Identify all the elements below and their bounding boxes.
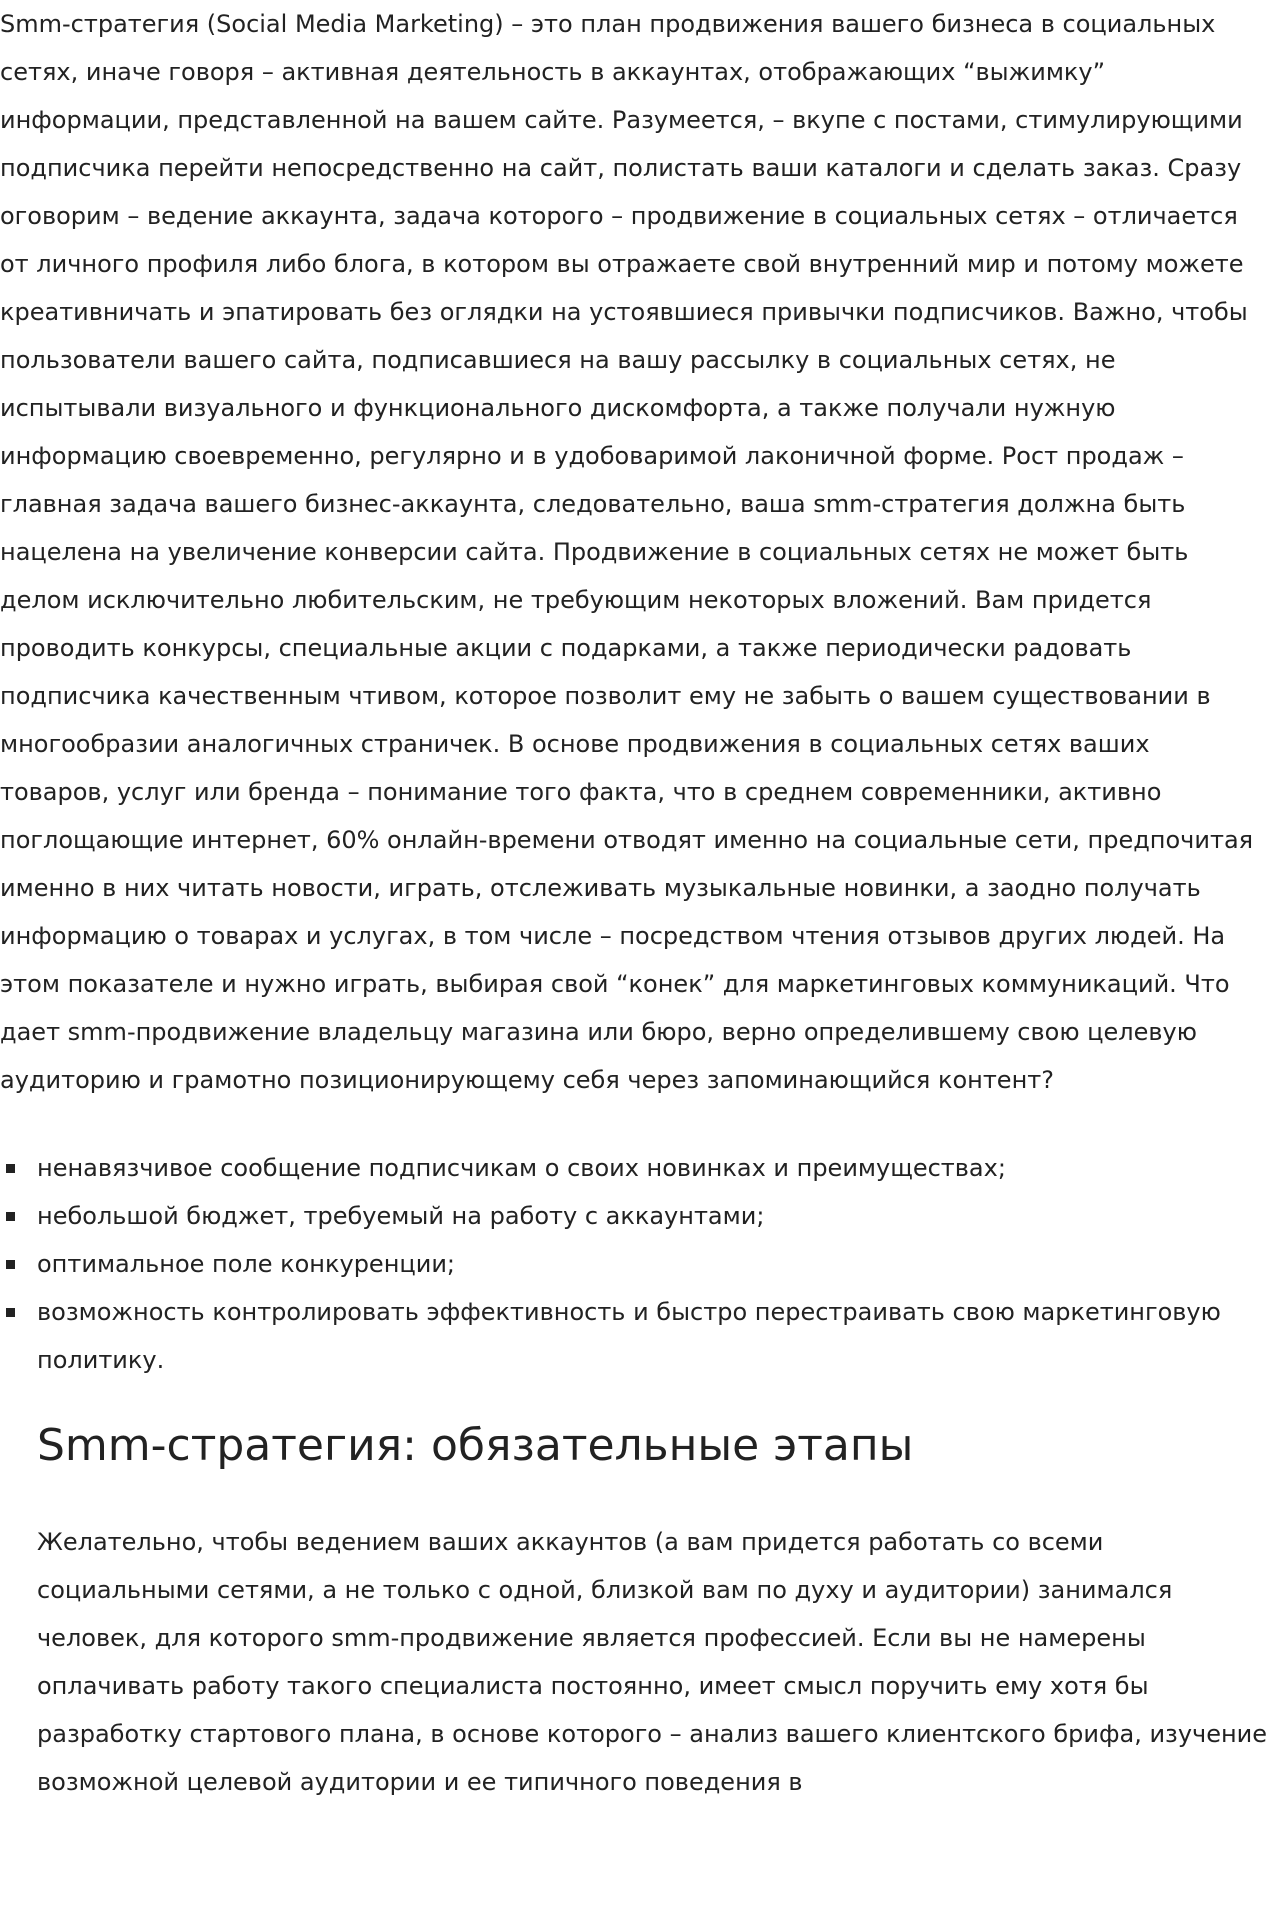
square-bullet-icon [6, 1308, 15, 1317]
list-item-text: оптимальное поле конкуренции; [37, 1250, 456, 1278]
list-item [37, 1288, 1233, 1384]
square-bullet-icon [6, 1212, 15, 1221]
features-list [0, 1144, 1233, 1384]
list-item [37, 1192, 1233, 1240]
list-item [37, 1144, 1233, 1192]
square-bullet-icon [6, 1260, 15, 1269]
list-item-text: ненавязчивое сообщение подписчикам о своих новинках и преимуществах; [37, 1154, 1006, 1182]
list-item [37, 1240, 1233, 1288]
section-heading: Smm-стратегия: обязательные этапы [37, 1420, 914, 1471]
intro-paragraph: Smm-стратегия (Social Media Marketing) – это план продвижения вашего бизнеса в социальных сетях, иначе говоря – активная деятельность в аккаунтах, отображающих “выжимку” информации, представленной на вашем сайте. Разумеется, – вкупе с постами, стимулирующими подписчика перейти непосредственно на сайт, полистать ваши каталоги и сделать заказ. Сразу оговорим – ведение аккаунта, задача которого – продвижение в социальных сетях – отличается от личного профиля либо блога, в котором вы отражаете свой внутренний мир и потому можете креативничать и эпатировать без оглядки на устоявшиеся привычки подписчиков. Важно, чтобы пользователи вашего сайта, подписавшиеся на вашу рассылку в социальных сетях, не испытывали визуального и функционального дискомфорта, а также получали нужную информацию своевременно, регулярно и в удобоваримой лаконичной форме. Рост продаж – главная задача вашего бизнес-аккаунта, следовательно, ваша smm-стратегия должна быть нацелена на увеличение конверсии сайта. Продвижение в социальных сетях не может быть делом исключительно любительским, не требующим некоторых вложений. Вам придется проводить конкурсы, специальные акции с подарками, а также периодически радовать подписчика качественным чтивом, которое позволит ему не забыть о вашем существовании в многообразии аналогичных страничек. В основе продвижения в социальных сетях ваших товаров, услуг или бренда – понимание того факта, что в среднем современники, активно поглощающие интернет, 60% онлайн-времени отводят именно на социальные сети, предпочитая именно в них читать новости, играть, отслеживать музыкальные новинки, а заодно получать информацию о товарах и услугах, в том числе – посредством чтения отзывов других людей. На этом показателе и нужно играть, выбирая свой “конек” для маркетинговых коммуникаций. Что дает smm-продвижение владельцу магазина или бюро, верно определившему свою целевую аудиторию и грамотно позиционирующему себя через запоминающийся контент? [0, 10, 1254, 1094]
section-paragraph: Желательно, чтобы ведением ваших аккаунтов (а вам придется работать со всеми социальными сетями, а не только с одной, близкой вам по духу и аудитории) занимался человек, для которого smm-продвижение является профессией. Если вы не намерены оплачивать работу такого специалиста постоянно, имеет смысл поручить ему хотя бы разработку стартового плана, в основе которого – анализ вашего клиентского брифа, изучение возможной целевой аудитории и ее типичного поведения в [37, 1528, 1268, 1796]
list-item-text: небольшой бюджет, требуемый на работу с аккаунтами; [37, 1202, 765, 1230]
square-bullet-icon [6, 1164, 15, 1173]
list-item-text: возможность контролировать эффективность и быстро перестраивать свою маркетинговую политику. [37, 1298, 1221, 1374]
